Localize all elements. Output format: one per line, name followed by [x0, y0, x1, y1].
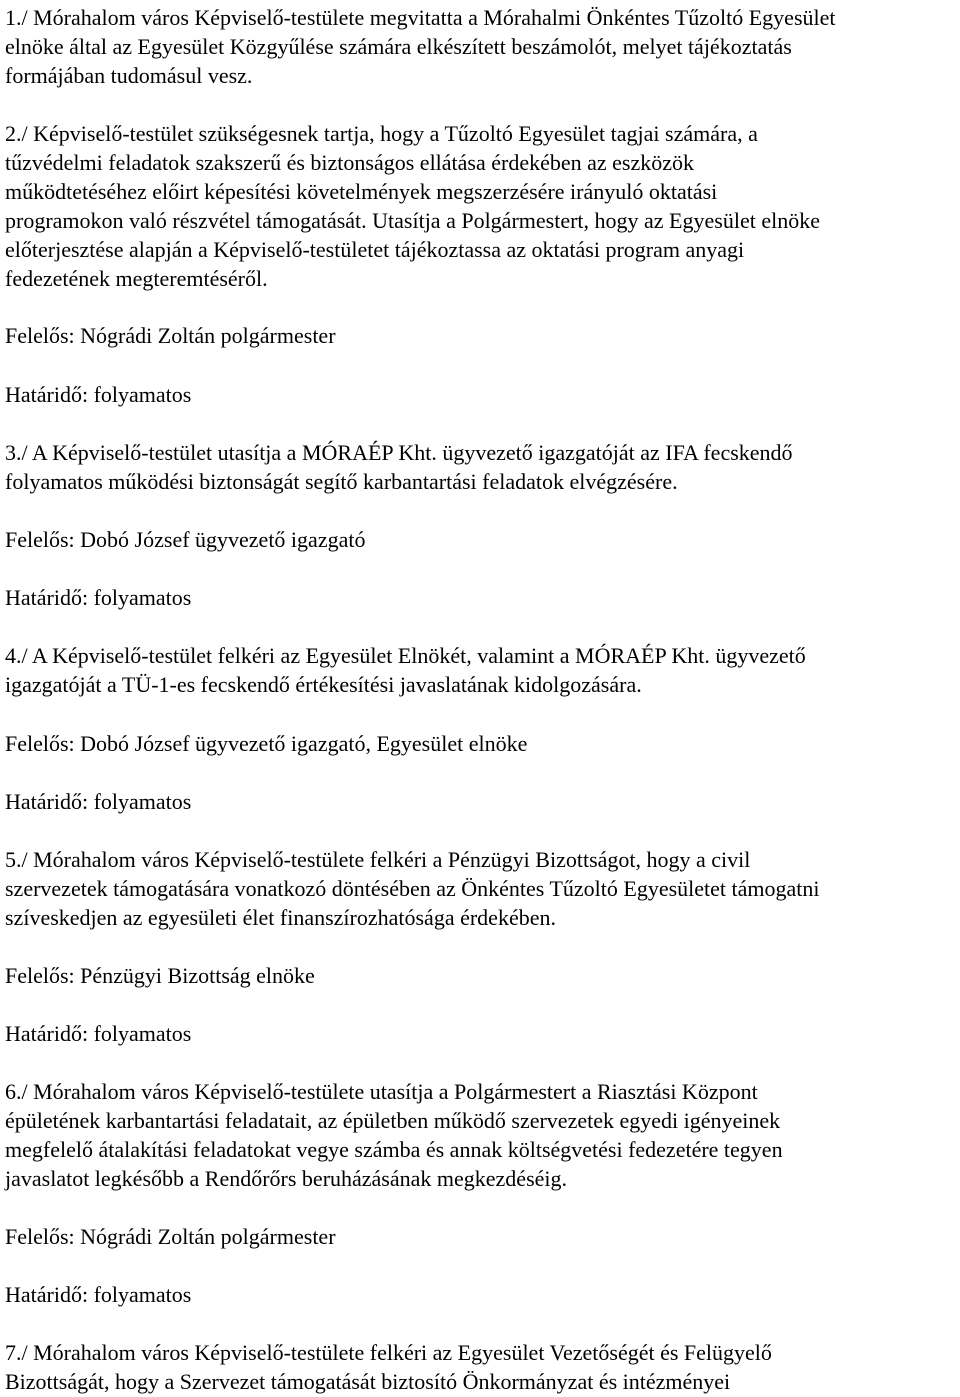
text-line: Felelős: Nógrádi Zoltán polgármester: [5, 1224, 336, 1249]
text-line: szervezetek támogatására vonatkozó döntésében az Önkéntes Tűzoltó Egyesületet támogatni: [5, 876, 820, 901]
text-line: Felelős: Pénzügyi Bizottság elnöke: [5, 963, 315, 988]
text-line: elnöke által az Egyesület Közgyűlése számára elkészített beszámolót, melyet tájékoztatás: [5, 34, 792, 59]
text-line: javaslatot legkésőbb a Rendőrőrs beruházásának megkezdéséig.: [5, 1166, 568, 1191]
text-line: Felelős: Nógrádi Zoltán polgármester: [5, 323, 336, 348]
text-line: Határidő: folyamatos: [5, 789, 192, 814]
text-line: Felelős: Dobó József ügyvezető igazgató, Egyesület elnöke: [5, 731, 528, 756]
text-line: igazgatóját a TÜ-1-es fecskendő értékesítési javaslatának kidolgozására.: [5, 672, 642, 697]
text-line: működtetéséhez előirt képesítési követelmények megszerzésére irányuló oktatási: [5, 179, 718, 204]
text-line: megfelelő átalakítási feladatokat vegye számba és annak költségvetési fedezetére tegyen: [5, 1137, 783, 1162]
text-line: folyamatos működési biztonságát segítő karbantartási feladatok elvégzésére.: [5, 469, 678, 494]
text-line: 2./ Képviselő-testület szükségesnek tartja, hogy a Tűzoltó Egyesület tagjai számára, a: [5, 121, 758, 146]
text-line: 5./ Mórahalom város Képviselő-testülete felkéri a Pénzügyi Bizottságot, hogy a civil: [5, 847, 751, 872]
text-line: Határidő: folyamatos: [5, 585, 192, 610]
text-line: épületének karbantartási feladatait, az épületben működő szervezetek egyedi igényeinek: [5, 1108, 781, 1133]
text-line: előterjesztése alapján a Képviselő-testületet tájékoztassa az oktatási program anyagi: [5, 237, 745, 262]
text-line: fedezetének megteremtéséről.: [5, 266, 268, 291]
text-line: 7./ Mórahalom város Képviselő-testülete felkéri az Egyesület Vezetőségét és Felügyelő: [5, 1340, 772, 1365]
text-line: Bizottságát, hogy a Szervezet támogatását biztosító Önkormányzat és intézményei: [5, 1369, 731, 1394]
text-line: Határidő: folyamatos: [5, 1282, 192, 1307]
text-line: tűzvédelmi feladatok szakszerű és biztonságos ellátása érdekében az eszközök: [5, 150, 695, 175]
text-line: 4./ A Képviselő-testület felkéri az Egyesület Elnökét, valamint a MÓRAÉP Kht. ügyvezető: [5, 643, 806, 668]
text-line: formájában tudomásul vesz.: [5, 63, 253, 88]
text-line: 6./ Mórahalom város Képviselő-testülete utasítja a Polgármestert a Riasztási Központ: [5, 1079, 758, 1104]
text-line: Határidő: folyamatos: [5, 1021, 192, 1046]
text-line: programokon való részvétel támogatását. Utasítja a Polgármestert, hogy az Egyesület elnöke: [5, 208, 820, 233]
text-line: Felelős: Dobó József ügyvezető igazgató: [5, 527, 366, 552]
text-line: 3./ A Képviselő-testület utasítja a MÓRAÉP Kht. ügyvezető igazgatóját az IFA fecskendő: [5, 440, 793, 465]
text-line: Határidő: folyamatos: [5, 382, 192, 407]
text-line: 1./ Mórahalom város Képviselő-testülete megvitatta a Mórahalmi Önkéntes Tűzoltó Egyesület: [5, 5, 836, 30]
text-line: szíveskedjen az egyesületi élet finanszírozhatósága érdekében.: [5, 905, 556, 930]
